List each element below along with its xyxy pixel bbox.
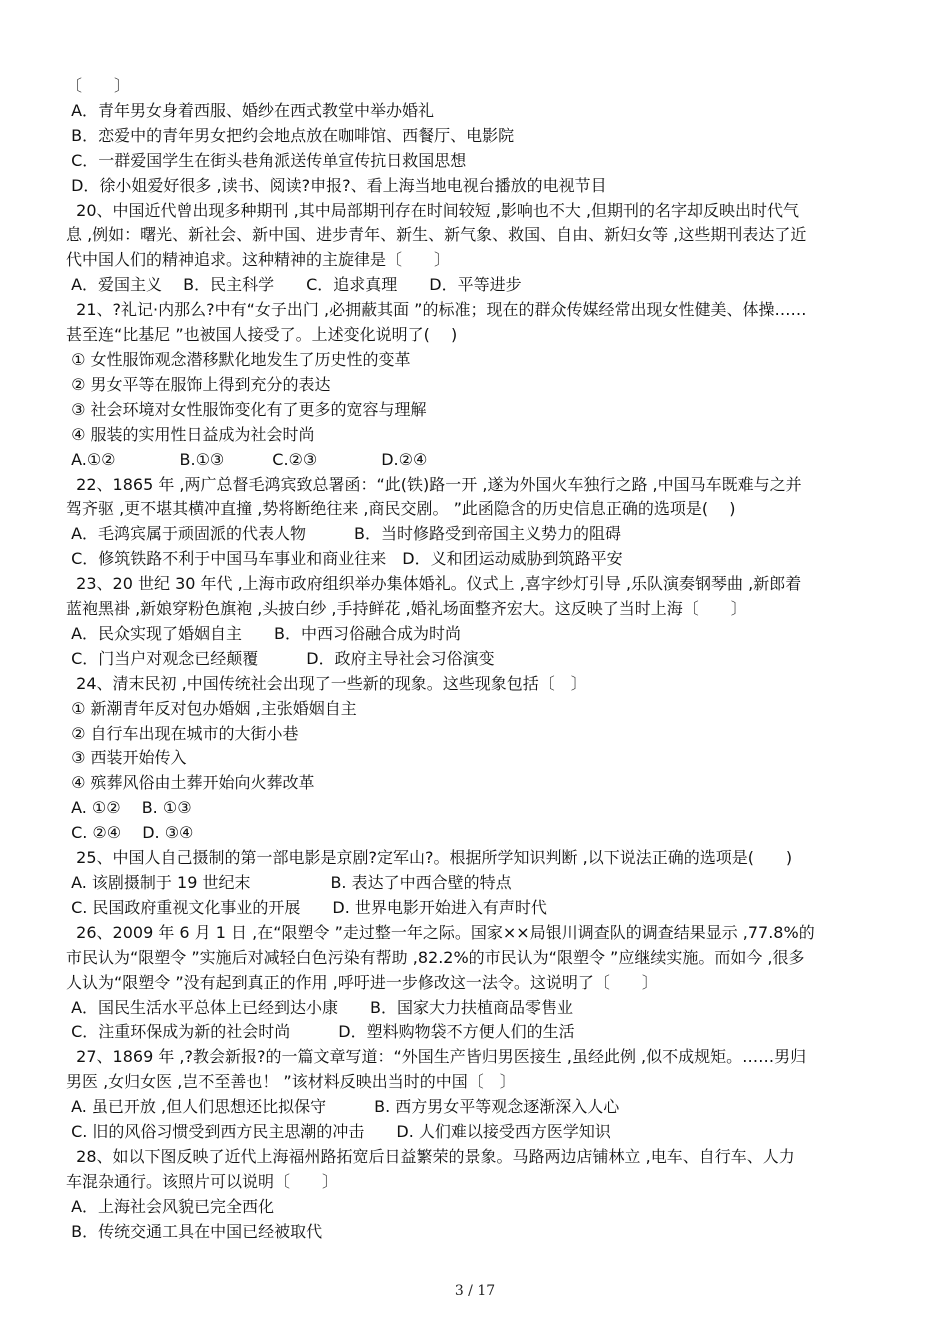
text-line: 〔 〕	[66, 76, 131, 95]
text-line: ③ 社会环境对女性服饰变化有了更多的宽容与理解	[66, 399, 427, 419]
text-line: A. 虽已开放 ,但人们思想还比拟保守 B. 西方男女平等观念逐渐深入人心	[66, 1097, 620, 1117]
text-line: C. ②④ D. ③④	[66, 823, 194, 843]
text-line: A.①② B.①③ C.②③ D.②④	[66, 449, 428, 469]
document-text	[66, 74, 888, 1245]
text-line: C．注重环保成为新的社会时尚 D．塑料购物袋不方便人们的生活	[66, 1022, 575, 1042]
text-line: 27、1869 年 ,?教会新报?的一篇文章写道：“外国生产皆归男医接生 ,虽经此例 ,似不成规矩。……男归	[66, 1047, 807, 1067]
text-line: C．一群爱国学生在街头巷角派送传单宣传抗日救国思想	[66, 150, 467, 170]
text-line: A．国民生活水平总体上已经到达小康 B．国家大力扶植商品零售业	[66, 997, 574, 1017]
text-line: 26、2009 年 6 月 1 日 ,在“限塑令 ”走过整一年之际。国家××局银川调查队的调查结果显示 ,77.8%的	[66, 922, 815, 942]
text-line: 23、20 世纪 30 年代 ,上海市政府组织举办集体婚礼。仪式上 ,喜字纱灯引导 ,乐队演奏钢琴曲 ,新郎着	[66, 574, 802, 594]
text-line: 25、中国人自己摄制的第一部电影是京剧?定军山?。根据所学知识判断 ,以下说法正确的选项是( )	[66, 848, 793, 868]
text-line: A．爱国主义 B．民主科学 C．追求真理 D．平等进步	[66, 275, 522, 295]
text-line: ② 男女平等在服饰上得到充分的表达	[66, 374, 331, 394]
text-line: A．民众实现了婚姻自主 B．中西习俗融合成为时尚	[66, 623, 462, 643]
text-line: ① 新潮青年反对包办婚姻 ,主张婚姻自主	[66, 698, 357, 718]
text-line: 人认为“限塑令 ”没有起到真正的作用 ,呼吁进一步修改这一法令。这说明了〔 〕	[66, 972, 658, 992]
text-line: 22、1865 年 ,两广总督毛鸿宾致总署函：“此(铁)路一开 ,遂为外国火车独行之路 ,中国马车既难与之并	[66, 474, 802, 494]
text-line: C. 民国政府重视文化事业的开展 D. 世界电影开始进入有声时代	[66, 897, 547, 917]
text-line: C．门当户对观念已经颠覆 D．政府主导社会习俗演变	[66, 648, 495, 668]
text-line: 蓝袍黑褂 ,新娘穿粉色旗袍 ,头披白纱 ,手持鲜花 ,婚礼场面整齐宏大。这反映了当时上海〔 〕	[66, 599, 747, 619]
text-line: ④ 服装的实用性日益成为社会时尚	[66, 424, 315, 444]
text-line: ④ 殡葬风俗由土葬开始向火葬改革	[66, 773, 315, 793]
text-line: A. 该剧摄制于 19 世纪末 B. 表达了中西合壁的特点	[66, 873, 512, 892]
text-line: 息 ,例如：曙光、新社会、新中国、进步青年、新生、新气象、救国、自由、新妇女等 ,这些期刊表达了近	[66, 225, 807, 245]
text-line: 驾齐驱 ,更不堪其横冲直撞 ,势将断绝往来 ,商民交剧。 ”此函隐含的历史信息正确的选项是( )	[66, 499, 736, 519]
text-line: C. 旧的风俗习惯受到西方民主思潮的冲击 D. 人们难以接受西方医学知识	[66, 1122, 611, 1142]
text-line: B．传统交通工具在中国已经被取代	[66, 1221, 323, 1241]
text-line: ③ 西装开始传入	[66, 748, 187, 768]
text-line: A. ①② B. ①③	[66, 798, 192, 818]
text-line: 28、如以下图反映了近代上海福州路拓宽后日益繁荣的景象。马路两边店铺林立 ,电车、自行车、人力	[66, 1146, 795, 1166]
text-line: 20、中国近代曾出现多种期刊 ,其中局部期刊存在时间较短 ,影响也不大 ,但期刊的名字却反映出时代气	[66, 200, 800, 220]
text-line: 车混杂通行。该照片可以说明〔 〕	[66, 1171, 339, 1191]
text-line: A．青年男女身着西服、婚纱在西式教堂中举办婚礼	[66, 100, 435, 120]
text-line: 21、?礼记·内那么?中有“女子出门 ,必拥蔽其面 ”的标准；现在的群众传媒经常出现女性健美、体操……	[66, 300, 807, 320]
text-line: 甚至连“比基尼 ”也被国人接受了。上述变化说明了( )	[66, 325, 458, 345]
text-line: A．上海社会风貌已完全西化	[66, 1196, 275, 1216]
text-line: 市民认为“限塑令 ”实施后对减轻白色污染有帮助 ,82.2%的市民认为“限塑令 ”应继续实施。而如今 ,很多	[66, 947, 805, 967]
text-line: 24、清末民初 ,中国传统社会出现了一些新的现象。这些现象包括〔 〕	[66, 673, 587, 693]
text-line: C．修筑铁路不利于中国马车事业和商业往来 D．义和团运动威胁到筑路平安	[66, 549, 623, 569]
text-line: ① 女性服饰观念潜移默化地发生了历史性的变革	[66, 349, 411, 369]
page-number: 3 / 17	[454, 1283, 496, 1299]
text-line: B．恋爱中的青年男女把约会地点放在咖啡馆、西餐厅、电影院	[66, 125, 515, 145]
text-line: D．徐小姐爱好很多 ,读书、阅读?申报?、看上海当地电视台播放的电视节目	[66, 175, 607, 195]
text-line: ② 自行车出现在城市的大街小巷	[66, 723, 299, 743]
text-line: 男医 ,女归女医 ,岂不至善也！ ”该材料反映出当时的中国〔 〕	[66, 1072, 516, 1092]
text-line: A．毛鸿宾属于顽固派的代表人物 B．当时修路受到帝国主义势力的阻碍	[66, 524, 622, 544]
text-line: 代中国人们的精神追求。这种精神的主旋律是〔 〕	[66, 250, 451, 270]
